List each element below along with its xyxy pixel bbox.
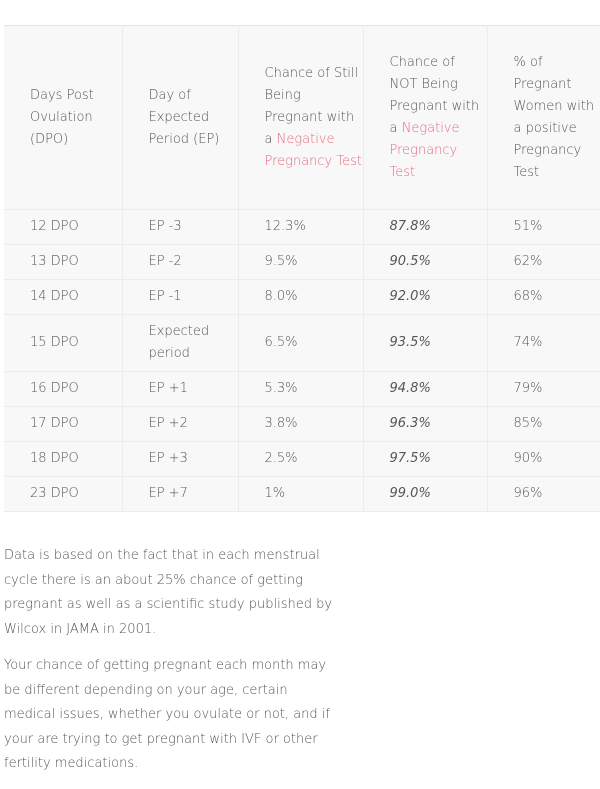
table-row [4,280,600,315]
cell-expected-period: EP -2 [122,245,238,280]
cell-expected-period: EP +1 [122,372,238,407]
table-header-row [4,26,600,210]
table-row [4,407,600,442]
cell-positive-test: 62% [487,245,600,280]
table-row [4,477,600,512]
cell-expected-period: EP -3 [122,210,238,245]
pregnancy-chance-table-container [4,25,600,512]
header-text: Days Post Ovulation (DPO) [30,87,94,147]
individual-variation-note: Your chance of getting pregnant each month may be different depending on your age, certain medical issues, whether you ovulate or not, and if your are trying to get pregnant with IVF or other fertility medications. [4,658,330,771]
cell-positive-test: 79% [487,372,600,407]
table-row [4,442,600,477]
notes-section [4,544,334,789]
table-row [4,372,600,407]
cell-expected-period: Expected period [122,315,238,372]
cell-positive-test: 68% [487,280,600,315]
data-source-note: Data is based on the fact that in each menstrual cycle there is an about 25% chance of getting pregnant as well as a scientific study published by Wilcox in JAMA in 2001. [4,548,333,637]
cell-dpo: 12 DPO [4,210,122,245]
header-dpo [4,26,122,210]
table-header [4,26,600,210]
cell-not-pregnant: 96.3% [363,407,487,442]
cell-still-pregnant: 12.3% [238,210,363,245]
header-text: % of Pregnant Women with a positive Pregnancy Test [513,54,595,180]
cell-still-pregnant: 1% [238,477,363,512]
pregnancy-chance-table [4,25,600,512]
cell-expected-period: EP -1 [122,280,238,315]
header-expected-period [122,26,238,210]
cell-positive-test: 74% [487,315,600,372]
header-highlight-text: Negative Pregnancy Test [389,120,460,180]
cell-positive-test: 96% [487,477,600,512]
cell-not-pregnant: 99.0% [363,477,487,512]
header-highlight-text: Negative Pregnancy Test [264,131,362,169]
cell-not-pregnant: 94.8% [363,372,487,407]
cell-dpo: 15 DPO [4,315,122,372]
cell-dpo: 17 DPO [4,407,122,442]
cell-expected-period: EP +7 [122,477,238,512]
table-row [4,245,600,280]
cell-dpo: 16 DPO [4,372,122,407]
cell-positive-test: 85% [487,407,600,442]
table-body [4,210,600,512]
cell-dpo: 13 DPO [4,245,122,280]
header-text: Chance of NOT Being Pregnant with a [389,54,480,136]
cell-dpo: 18 DPO [4,442,122,477]
header-text: Chance of Still Being Pregnant with a [264,65,359,147]
cell-dpo: 14 DPO [4,280,122,315]
cell-dpo: 23 DPO [4,477,122,512]
cell-expected-period: EP +3 [122,442,238,477]
cell-positive-test: 90% [487,442,600,477]
cell-still-pregnant: 2.5% [238,442,363,477]
table-row [4,315,600,372]
header-positive-test [487,26,600,210]
cell-not-pregnant: 92.0% [363,280,487,315]
cell-still-pregnant: 8.0% [238,280,363,315]
header-text: Day of Expected Period (EP) [148,87,220,147]
cell-not-pregnant: 93.5% [363,315,487,372]
cell-still-pregnant: 5.3% [238,372,363,407]
cell-not-pregnant: 87.8% [363,210,487,245]
cell-still-pregnant: 3.8% [238,407,363,442]
table-row [4,210,600,245]
cell-still-pregnant: 6.5% [238,315,363,372]
cell-still-pregnant: 9.5% [238,245,363,280]
header-still-pregnant [238,26,363,210]
header-not-pregnant [363,26,487,210]
cell-not-pregnant: 90.5% [363,245,487,280]
cell-expected-period: EP +2 [122,407,238,442]
cell-not-pregnant: 97.5% [363,442,487,477]
cell-positive-test: 51% [487,210,600,245]
